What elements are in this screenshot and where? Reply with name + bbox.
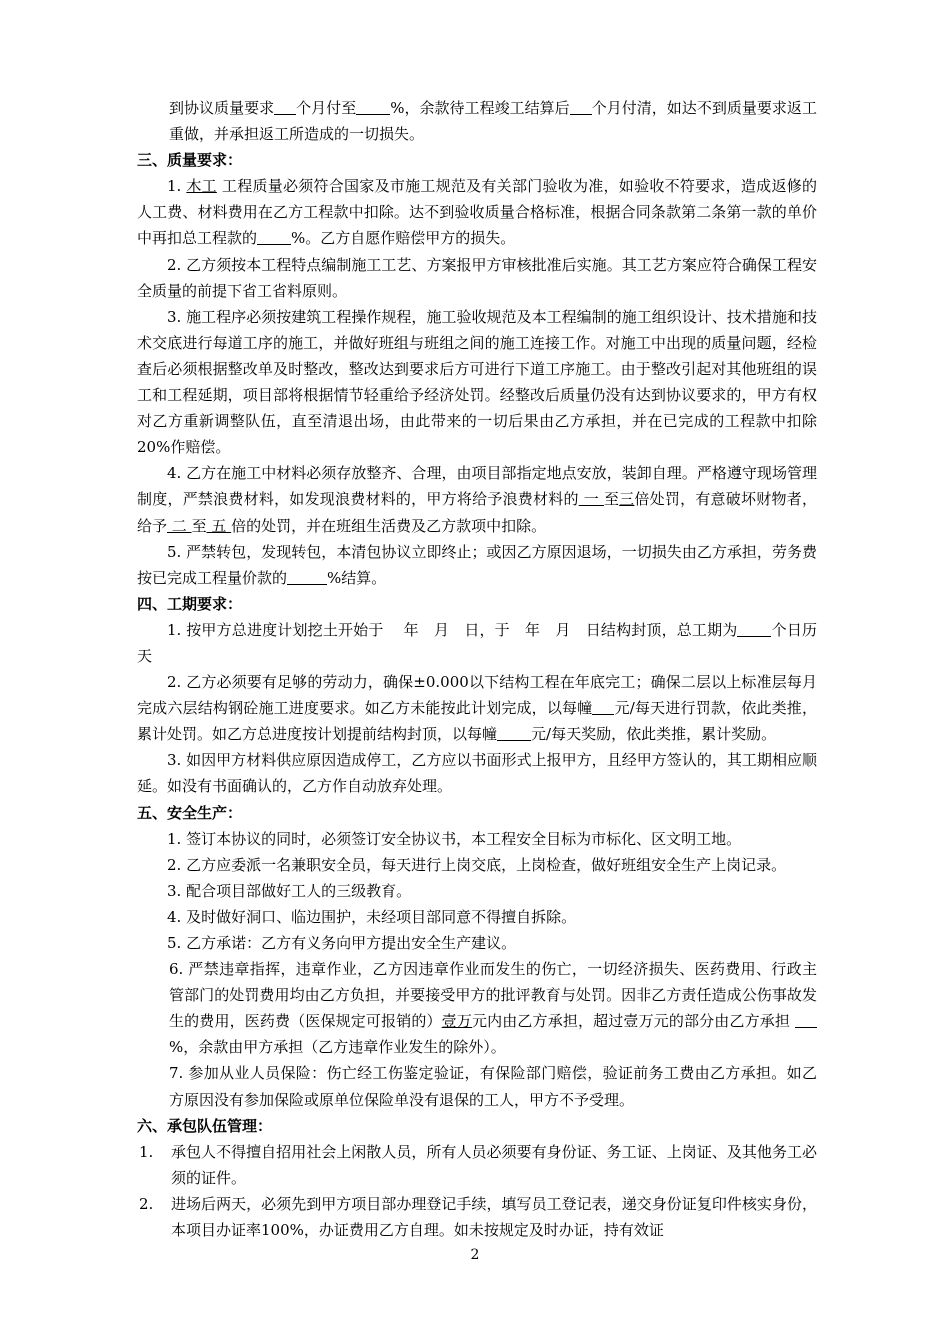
text-run: 到协议质量要求: [169, 99, 275, 117]
list-item: [137, 1139, 817, 1191]
clause-paragraph: [137, 617, 817, 669]
blank-field: [274, 100, 296, 115]
text-run: 元内由乙方承担，超过壹万元的部分由乙方承担: [471, 1012, 795, 1031]
text-run: 个月付至: [296, 99, 357, 117]
clause-paragraph: 3. 如因甲方材料供应原因造成停工，乙方应以书面形式上报甲方，且经甲方签认的，其工期相应顺延。如没有书面确认的，乙方作自动放弃处理。: [137, 751, 817, 796]
blank-field: [592, 700, 614, 715]
document-body: [137, 95, 817, 1243]
clause-paragraph: 3. 配合项目部做好工人的三级教育。: [167, 881, 412, 900]
text-run: 元/每天进行罚款，依此类推，累计处罚。如乙方总进度按计划提前结构封顶，以每幢: [137, 699, 817, 744]
section-heading: 五、安全生产：: [137, 803, 243, 822]
underlined-term: 木工: [186, 177, 217, 196]
clause-paragraph: 3. 施工程序必须按建筑工程操作规程，施工验收规范及本工程编制的施工组织设计、技术措施和技术交底进行每道工序的施工，并做好班组与班组之间的施工连接工作。对施工中出现的质量问题，经检查后必须根据整改单及时整改，整改达到要求后方可进行下道工序施工。由于整改引起对其他班组的误工和工程延期，项目部将根据情节轻重给予经济处罚。经整改后质量仍没有达到协议要求的，甲方有权对乙方重新调整队伍，直至清退出场，由此带来的一切后果由乙方承担，并在已完成的工程款中扣除20%作赔偿。: [137, 307, 817, 457]
text-run: 2. 乙方必须要有足够的劳动力，确保±0.000以下结构工程在年底完工；确保二层以上标准层每月完成六层结构钢砼施工进度要求。如乙方未能按此计划完成，以每幢: [137, 673, 817, 718]
text-run: 倍的处罚，并在班组生活费及乙方款项中扣除。: [231, 516, 547, 535]
clause-paragraph: [137, 539, 817, 591]
text-run: 倍处罚，有意破坏财物者，给予: [137, 490, 817, 535]
list-text: 进场后两天，必须先到甲方项目部办理登记手续，填写员工登记表，递交身份证复印件核实身份，本项目办证率100%，办证费用乙方自理。如未按规定及时办证，持有效证: [171, 1194, 817, 1240]
clause-paragraph: 2. 乙方应委派一名兼职安全员，每天进行上岗交底，上岗检查，做好班组安全生产上岗记录。: [167, 855, 787, 874]
clause-paragraph: [137, 669, 817, 747]
clause-paragraph: 2. 乙方须按本工程特点编制施工工艺、方案报甲方审核批准后实施。其工艺方案应符合确保工程安全质量的前提下省工省料原则。: [137, 255, 817, 300]
clause-paragraph: [137, 173, 817, 251]
clause-paragraph: 5. 乙方承诺：乙方有义务向甲方提出安全生产建议。: [167, 934, 517, 952]
text-run: 至: [603, 490, 620, 509]
text-run: 元/每天奖励，依此类推，累计奖励。: [531, 725, 777, 744]
underlined-term: 五: [206, 516, 232, 535]
section-heading: 六、承包队伍管理：: [137, 1116, 273, 1135]
list-number: 1.: [139, 1142, 154, 1161]
text-run: %，余款待工程竣工结算后: [390, 99, 570, 117]
list-text: 承包人不得擅自招用社会上闲散人员，所有人员必须要有身份证、务工证、上岗证、及其他务工必须的证件。: [171, 1142, 817, 1187]
text-run: 4. 乙方在施工中材料必须存放整齐、合理，由项目部指定地点安放，装卸自理。严格遵守现场管理制度，严禁浪费材料，如发现浪费材料的，甲方将给予浪费材料的: [137, 464, 817, 509]
list-number: 2.: [139, 1194, 154, 1213]
intro-paragraph: [137, 95, 817, 147]
text-run: 工程质量必须符合国家及市施工规范及有关部门验收为准，如验收不符要求，造成返修的人工费、材料费用在乙方工程款中扣除。达不到验收质量合格标准，根据合同条款第二条第一款的单价中再扣总工程款的: [137, 177, 817, 248]
underlined-term: 二: [167, 516, 192, 535]
page-number: 2: [470, 1247, 480, 1263]
list-item: [137, 1191, 817, 1243]
clause-paragraph: [137, 460, 817, 538]
text-run: 6. 严禁违章指挥，违章作业，乙方因违章作业而发生的伤亡，一切经济损失、医药费用、行政主管部门的处罚费用均由乙方负担，并要接受甲方的批评教育与处罚。因非乙方责任造成公伤事故发生的费用，医药费（医保规定可报销的）: [169, 960, 817, 1031]
blank-field: [737, 622, 771, 637]
text-run: 5. 严禁转包，发现转包，本清包协议立即终止；或因乙方原因退场，一切损失由乙方承担，劳务费按已完成工程量价款的: [137, 542, 817, 587]
blank-field: [287, 570, 327, 585]
text-run: 1. 按甲方总进度计划挖土开始于 年 月 日，于 年 月 日结构封顶，总工期为: [167, 620, 738, 639]
underlined-term: 三: [619, 490, 635, 509]
clause-paragraph: 4. 及时做好洞口、临边围护，未经项目部同意不得擅自拆除。: [167, 907, 577, 926]
blank-field: [795, 1013, 817, 1028]
text-run: %。乙方自愿作赔偿甲方的损失。: [291, 229, 516, 248]
section-heading: 三、质量要求：: [137, 151, 243, 170]
text-run: 个日历天: [137, 620, 817, 665]
blank-field: [497, 726, 531, 741]
clause-paragraph: 7. 参加从业人员保险：伤亡经工伤鉴定验证，有保险部门赔偿，验证前务工费由乙方承担。如乙方原因没有参加保险或原单位保险单没有退保的工人，甲方不予受理。: [169, 1064, 817, 1109]
blank-field: [356, 100, 390, 115]
clause-paragraph: [137, 956, 817, 1060]
blank-field: [570, 100, 592, 115]
underlined-term: 壹万: [441, 1012, 472, 1031]
text-run: 1.: [167, 177, 187, 196]
text-run: 个月付清，如达不到质量要求返工重做，并承担返工所造成的一切损失。: [169, 99, 817, 144]
underlined-term: 一: [578, 490, 604, 509]
blank-field: [257, 230, 291, 245]
clause-paragraph: 1. 签订本协议的同时，必须签订安全协议书，本工程安全目标为市标化、区文明工地。: [167, 829, 742, 848]
text-run: %结算。: [327, 568, 387, 587]
text-run: %，余款由甲方承担（乙方违章作业发生的除外）。: [169, 1038, 506, 1057]
text-run: 至: [191, 516, 207, 535]
section-heading: 四、工期要求：: [137, 594, 243, 613]
